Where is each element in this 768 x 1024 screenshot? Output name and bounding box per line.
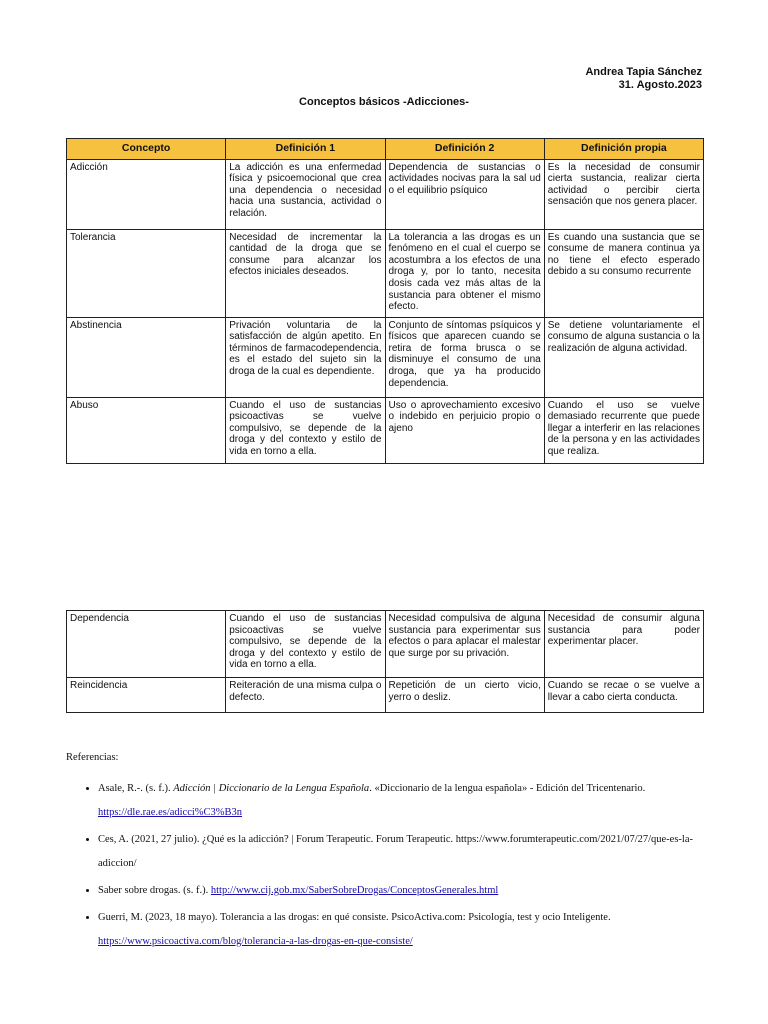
author-name: Andrea Tapia Sánchez bbox=[585, 66, 702, 78]
references-title: Referencias: bbox=[66, 752, 119, 763]
reference-title-italic: Adicción | Diccionario de la Lengua Española bbox=[173, 783, 370, 794]
table-cell: Cuando el uso de sustancias psicoactivas se vuelve compulsivo, se depende de la droga y del contexto y estilo de vida en torno a ella. bbox=[226, 397, 385, 463]
table-cell: Cuando se recae o se vuelve a llevar a cabo cierta conducta. bbox=[544, 678, 703, 713]
table-cell: Privación voluntaria de la satisfacción de algún apetito. En términos de farmacodependencia, es el estado del sujeto sin la droga de la cual es dependiente. bbox=[226, 317, 385, 397]
table-row bbox=[67, 397, 704, 463]
table-cell: La adicción es una enfermedad física y psicoemocional que crea una dependencia o necesidad hacia una sustancia, actividad o relación. bbox=[226, 159, 385, 229]
table-cell: Necesidad compulsiva de alguna sustancia para experimentar sus efectos o para aplacar el malestar que surge por su privación. bbox=[385, 611, 544, 678]
references-list bbox=[66, 777, 706, 954]
table-cell: Uso o aprovechamiento excesivo o indebido en perjuicio propio o ajeno bbox=[385, 397, 544, 463]
reference-link[interactable]: https://www.psicoactiva.com/blog/tolerancia-a-las-drogas-en-que-consiste/ bbox=[98, 936, 413, 947]
table-row bbox=[67, 317, 704, 397]
table-cell: Reiteración de una misma culpa o defecto. bbox=[226, 678, 385, 713]
column-header: Definición 1 bbox=[226, 139, 385, 160]
table-cell: Reincidencia bbox=[67, 678, 226, 713]
column-header: Concepto bbox=[67, 139, 226, 160]
document-title: Conceptos básicos -Adicciones- bbox=[299, 96, 469, 108]
references-section bbox=[66, 752, 706, 957]
table-cell: Es la necesidad de consumir cierta sustancia, realizar cierta actividad o percibir cierta sensación que nos genera placer. bbox=[544, 159, 703, 229]
table-cell: Es cuando una sustancia que se consume de manera continua ya no tiene el efecto esperado debido a su consumo recurrente bbox=[544, 229, 703, 317]
table-cell: Dependencia de sustancias o actividades nocivas para la sal ud o el equilibrio psíquico bbox=[385, 159, 544, 229]
reference-link[interactable]: https://dle.rae.es/adicci%C3%B3n bbox=[98, 807, 243, 818]
table-row bbox=[67, 611, 704, 678]
concepts-table-continued bbox=[66, 610, 704, 713]
table-cell: La tolerancia a las drogas es un fenómeno en el cual el cuerpo se acostumbra a los efectos de una droga y, por lo tanto, necesita dosis cada vez más altas de la sustancia para obtener el mismo efecto. bbox=[385, 229, 544, 317]
reference-text: Saber sobre drogas. (s. f.). bbox=[98, 885, 211, 896]
reference-item bbox=[98, 777, 706, 825]
reference-item bbox=[98, 906, 706, 954]
reference-item bbox=[98, 879, 706, 903]
table-cell: Adicción bbox=[67, 159, 226, 229]
column-header: Definición 2 bbox=[385, 139, 544, 160]
table-cell: Conjunto de síntomas psíquicos y físicos que aparecen cuando se retira de forma brusca o se disminuye el consumo de una droga, que ya ha producido dependencia. bbox=[385, 317, 544, 397]
table-row bbox=[67, 229, 704, 317]
column-header: Definición propia bbox=[544, 139, 703, 160]
document-header bbox=[585, 66, 702, 92]
table-cell: Necesidad de consumir alguna sustancia para poder experimentar placer. bbox=[544, 611, 703, 678]
concepts-table bbox=[66, 138, 704, 464]
table-cell: Dependencia bbox=[67, 611, 226, 678]
table-cell: Necesidad de incrementar la cantidad de la droga que se consume para alcanzar los efectos iniciales deseados. bbox=[226, 229, 385, 317]
table-cell: Abuso bbox=[67, 397, 226, 463]
reference-item bbox=[98, 828, 706, 876]
table-cell: Se detiene voluntariamente el consumo de alguna sustancia o la realización de alguna actividad. bbox=[544, 317, 703, 397]
table-cell: Cuando el uso se vuelve demasiado recurrente que puede llegar a interferir en las relaciones de la persona y en las actividades que realiza. bbox=[544, 397, 703, 463]
table-row bbox=[67, 678, 704, 713]
table-cell: Tolerancia bbox=[67, 229, 226, 317]
table-cell: Cuando el uso de sustancias psicoactivas se vuelve compulsivo, se depende de la droga y del contexto y estilo de vida en torno a ella. bbox=[226, 611, 385, 678]
reference-text: . «Diccionario de la lengua española» - Edición del Tricentenario. bbox=[369, 783, 646, 794]
document-date: 31. Agosto.2023 bbox=[618, 79, 702, 91]
reference-text: Asale, R.-. (s. f.). bbox=[98, 783, 174, 794]
table-cell: Repetición de un cierto vicio, yerro o desliz. bbox=[385, 678, 544, 713]
reference-text: Guerri, M. (2023, 18 mayo). Tolerancia a las drogas: en qué consiste. PsicoActiva.com: Psicología, test y ocio Inteligente. bbox=[98, 912, 611, 923]
table-cell: Abstinencia bbox=[67, 317, 226, 397]
table-header-row bbox=[67, 139, 704, 160]
table-row bbox=[67, 159, 704, 229]
reference-link[interactable]: http://www.cij.gob.mx/SaberSobreDrogas/ConceptosGenerales.html bbox=[210, 885, 499, 896]
reference-text: Ces, A. (2021, 27 julio). ¿Qué es la adicción? | Forum Terapeutic. Forum Terapeutic. https://www.forumterapeutic.com/2021/07/27/que-es-la-adiccion/ bbox=[98, 834, 693, 869]
